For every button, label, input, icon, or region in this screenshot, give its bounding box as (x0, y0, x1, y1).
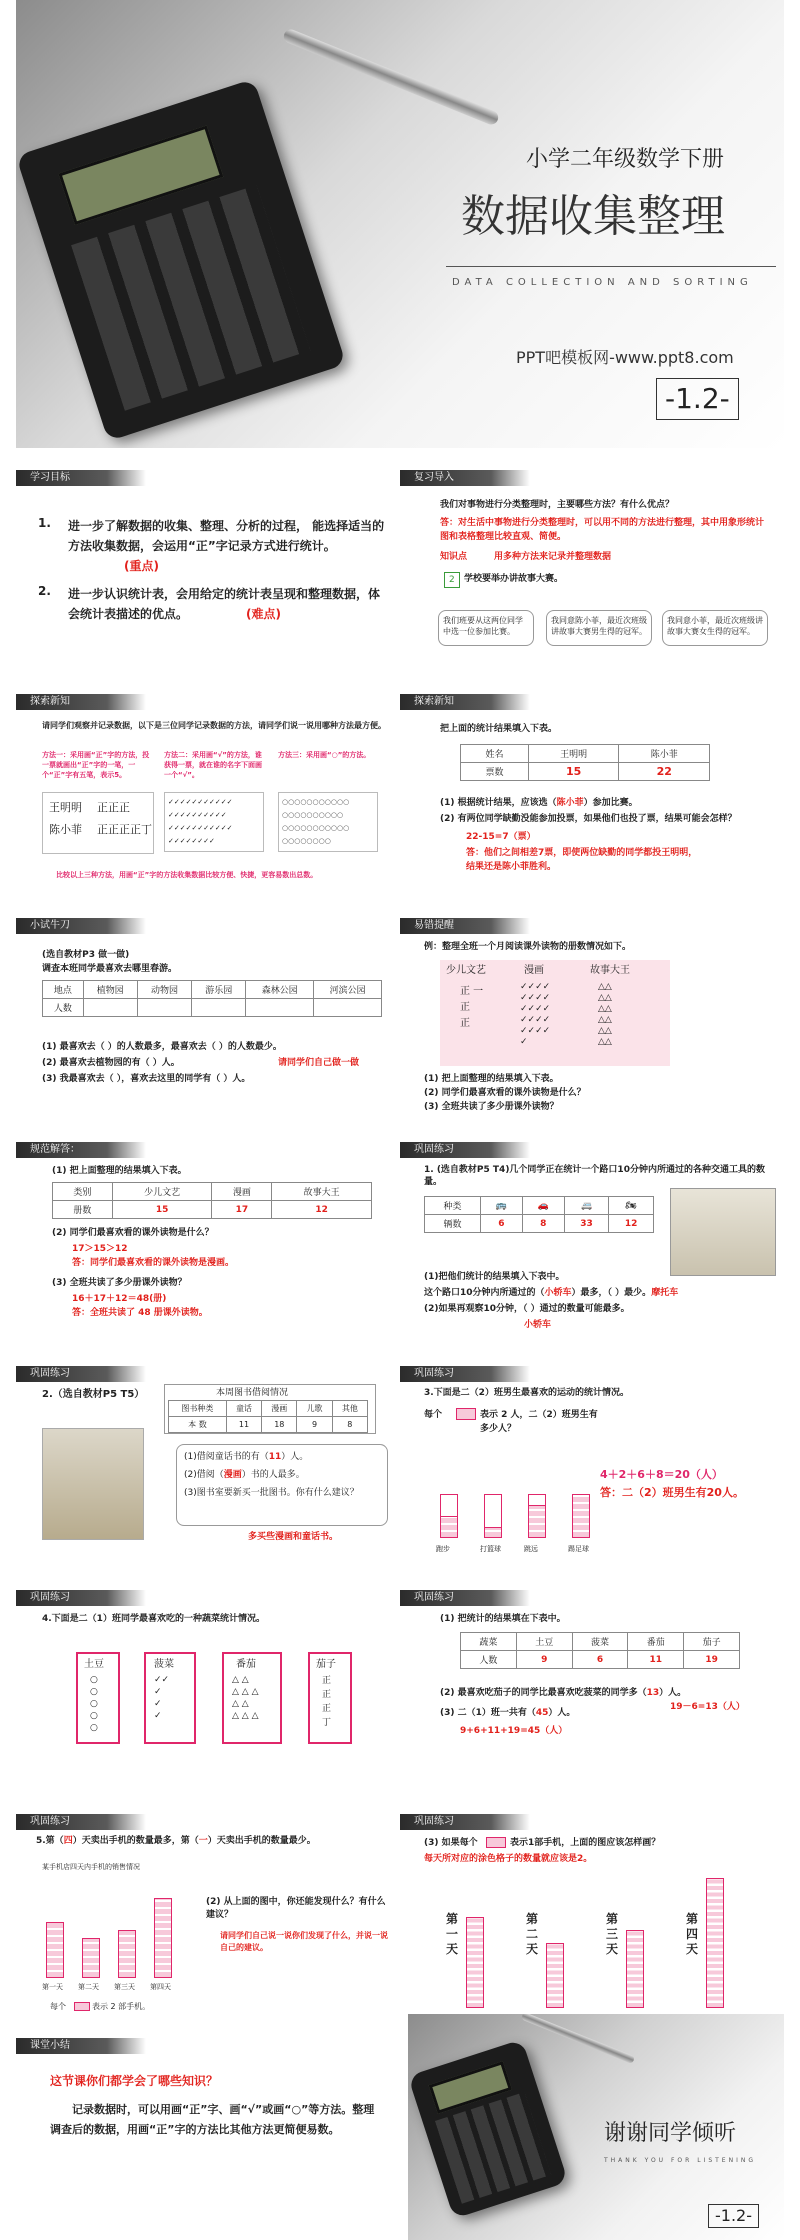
veg-q3-calc: 9+6+11+19=45（人） (460, 1726, 568, 1736)
section-header: 巩固练习 (16, 1366, 146, 1382)
redraw-label-3: 第四天 (686, 1912, 699, 1956)
val-song: 9 (297, 1417, 332, 1433)
phone-bar-3 (154, 1898, 172, 1978)
row-books: 册数 (53, 1201, 113, 1219)
val-potato: 9 (516, 1651, 572, 1669)
practice-q2: (2) 最喜欢去植物园的有（ ）人。 (42, 1058, 180, 1068)
val-fairy: 11 (226, 1417, 261, 1433)
redraw-bar-1 (546, 1943, 564, 2008)
goal-2: 进一步认识统计表，会用给定的统计表呈现和整理数据，体会统计表描述的优点。 (68, 587, 381, 621)
phone-bar-1 (82, 1938, 100, 1978)
col-amusement: 游乐园 (192, 981, 246, 999)
library-q1 (184, 1450, 308, 1464)
phones-title (36, 1834, 316, 1848)
traffic-title: 1. (选自教材P5 T4)几个同学正在统计一个路口10分钟内所通过的各种交通工具的数量。 (424, 1165, 765, 1187)
solution-q1: (1) 把上面整理的结果填入下表。 (52, 1166, 187, 1176)
pen-image (282, 27, 500, 126)
lib-q2-tail: ）书的人最多。 (241, 1470, 305, 1480)
phone-bar-2 (118, 1930, 136, 1978)
row-count: 辆数 (425, 1215, 481, 1233)
sports-bar-fill-2 (528, 1505, 546, 1538)
sports-label-1: 打篮球 (480, 1545, 501, 1553)
goal-2-tag: (难点) (246, 607, 281, 621)
practice-q1: (1) 最喜欢去（ ）的人数最多，最喜欢去（ ）的人数最少。 (42, 1042, 282, 1052)
phone-bars (36, 1870, 196, 1990)
val-literature: 15 (112, 1201, 212, 1219)
tally-1: 正正正 (97, 801, 130, 814)
pt2-answer: 一 (198, 1836, 208, 1846)
slide-explore-2 (400, 686, 784, 902)
sports-formula: 4＋2＋6＋8＝20（人） (600, 1468, 723, 1481)
th-candidate-1: 王明明 (528, 745, 619, 763)
end-slide (408, 2014, 784, 2240)
section-header: 巩固练习 (400, 1366, 530, 1382)
section-header: 巩固练习 (400, 1590, 530, 1606)
section-header: 巩固练习 (400, 1814, 530, 1830)
veg-q2-answer: 13 (646, 1688, 660, 1698)
cover-english: DATA COLLECTION AND SORTING (452, 277, 753, 288)
pen-image (521, 2014, 635, 2064)
sports-bar-fill-0 (440, 1516, 458, 1538)
summary-text: 记录数据时，可以用画“正”字、画“√”或画“○”等方法。整理调查后的数据，用画“正”字的方法比其他方法更简便易数。 (50, 2103, 375, 2136)
goal-num-2: 2. (38, 584, 51, 598)
legend-square (456, 1408, 476, 1420)
potato-marks: ○ ○ ○ ○ ○ (90, 1675, 98, 1733)
cover-slide (16, 0, 784, 448)
section-header: 规范解答： (16, 1142, 146, 1158)
practice-q3: (3) 我最喜欢去（ ），喜欢去这里的同学有（ ）人。 (42, 1074, 251, 1084)
spring-trip-table (42, 980, 382, 1017)
phones-q2: (2) 从上面的图中，你还能发现什么？有什么建议？ (206, 1897, 386, 1920)
sports-bars (420, 1428, 620, 1558)
circle-card: ○○○○○○○○○○○ ○○○○○○○○○○ ○○○○○○○○○○○ ○○○○○○○○ (278, 792, 378, 852)
q2-text: (2) 有两位同学缺勤没能参加投票，如果他们也投了票，结果可能会怎样？ (440, 814, 737, 824)
row-books: 本 数 (169, 1417, 227, 1433)
q1-line (440, 796, 638, 810)
lib-q1-tail: ）人。 (281, 1452, 309, 1462)
phone-label-3: 第四天 (150, 1983, 171, 1991)
veg-q3 (440, 1706, 575, 1720)
count-moto: 12 (609, 1215, 654, 1233)
val-comics: 17 (212, 1201, 272, 1219)
col-botanical: 植物园 (83, 981, 137, 999)
veg-potato: 土豆 (84, 1659, 104, 1670)
summary-question: 这节课你们都学会了哪些知识？ (50, 2074, 219, 2088)
spinach-marks: ✓✓ ✓ ✓ ✓ (154, 1675, 170, 1721)
tally-2: 正正正正丁 (97, 823, 152, 836)
col-tomato: 番茄 (628, 1633, 684, 1651)
end-page-no: -1.2- (708, 2204, 759, 2228)
section-header: 探索新知 (400, 694, 530, 710)
slide-veg-table (400, 1582, 784, 1798)
cat-stories: 故事大王 (590, 965, 630, 976)
speech-bubble-3: 我同意小菲，最近次班级讲故事大赛女生得的冠军。 (662, 610, 768, 646)
explore2-intro: 把上面的统计结果填入下表。 (440, 724, 558, 734)
veg-tomato: 番茄 (236, 1659, 256, 1670)
slide-review (400, 462, 784, 678)
triangle-marks: △△ △△ △△ △△ △△ △△ (598, 982, 612, 1047)
method-3: 方法三：采用画“○”的方法。 (278, 751, 371, 759)
th-name: 姓名 (461, 745, 529, 763)
cat-comics: 漫画 (524, 965, 544, 976)
cover-title: 数据收集整理 (461, 191, 725, 242)
cover-page-no: -1.2- (656, 378, 739, 420)
library-title: 2.（选自教材P5 T5） (42, 1389, 145, 1400)
redraw-label-0: 第一天 (446, 1912, 459, 1956)
solution-a2: 答：同学们最喜欢看的课外读物是漫画。 (72, 1258, 235, 1268)
count-car: 8 (522, 1215, 564, 1233)
row-label: 票数 (461, 763, 529, 781)
q1-tail: ）参加比赛。 (583, 798, 638, 808)
lib-q1-text: (1)借阅童话书的有（ (184, 1452, 269, 1462)
goal-num-1: 1. (38, 516, 51, 530)
redraw-label-1: 第二天 (526, 1912, 539, 1956)
tomato-marks: △ △ △ △ △ △ △ △ △ △ (232, 1675, 259, 1721)
col-song: 儿歌 (297, 1401, 332, 1417)
redraw-bar-3 (706, 1878, 724, 2008)
col-other: 其他 (332, 1401, 367, 1417)
col-type: 图书种类 (169, 1401, 227, 1417)
review-question: 我们对事物进行分类整理时，主要哪些方法？有什么优点？ (440, 500, 675, 510)
veg-q3-text: (3) 二（1）班一共有（ (440, 1708, 536, 1718)
explore-note: 比较以上三种方法，用画“正”字的方法收集数据比较方便、快捷，更容易数出总数。 (56, 871, 318, 879)
val-eggplant: 19 (684, 1651, 740, 1669)
pt3: ）天卖出手机的数量最少。 (207, 1836, 316, 1846)
section-header: 巩固练习 (16, 1814, 146, 1830)
val-comic: 18 (262, 1417, 297, 1433)
row-people: 人数 (461, 1651, 517, 1669)
col-comics: 漫画 (212, 1183, 272, 1201)
veg-card-tomato (222, 1652, 282, 1744)
explore-intro: 请同学们观察并记录数据，以下是三位同学记录数据的方法，请同学们说一说用哪种方法最方便。 (42, 721, 386, 730)
col-fairy: 童话 (226, 1401, 261, 1417)
veg-q1: (1) 把统计的结果填在下表中。 (440, 1614, 566, 1624)
pt1: 5.第（ (36, 1836, 64, 1846)
count-bus: 6 (480, 1215, 522, 1233)
veg-q2-text: (2) 最喜欢吃茄子的同学比最喜欢吃菠菜的同学多（ (440, 1688, 647, 1698)
practice-intro: 调查本班同学最喜欢去哪里春游。 (42, 964, 178, 974)
knowledge-label: 知识点 (440, 552, 468, 562)
slide-practice (16, 910, 400, 1126)
col-eggplant: 茄子 (684, 1633, 740, 1651)
th-candidate-2: 陈小菲 (619, 745, 710, 763)
street-illustration (670, 1188, 776, 1276)
traffic-q2-answer: 小轿车 (524, 1320, 552, 1330)
review-answer: 答：对生活中事物进行分类整理时，可以用不同的方法进行整理，其中用象形统计图和表格整理比较直观、简便。 (440, 518, 765, 542)
col-place: 地点 (43, 981, 84, 999)
veg-card-potato (76, 1652, 120, 1744)
phone-label-2: 第三天 (114, 1983, 135, 1991)
slide-phones (16, 1806, 400, 2022)
library-q3: (3)图书室要新买一批图书。你有什么建议？ (184, 1488, 359, 1498)
veg-q3-answer: 45 (535, 1708, 549, 1718)
redraw-bar-0 (466, 1917, 484, 2008)
row-count: 人数 (43, 999, 84, 1017)
solution-a3: 答：全班共读了 48 册课外读物。 (72, 1308, 208, 1318)
library-q2 (184, 1468, 305, 1482)
sports-label-2: 跳远 (524, 1545, 538, 1553)
lib-q2-text: (2)借阅（ (184, 1470, 224, 1480)
answer-line-2: 结果还是陈小菲胜利。 (466, 862, 557, 872)
traffic-table (424, 1196, 654, 1233)
slide-explore-1 (16, 686, 400, 902)
q1-text: (1) 根据统计结果，应该选（ (440, 798, 557, 808)
q1e-answer: 摩托车 (651, 1288, 679, 1298)
car-icon: 🚗 (522, 1197, 564, 1215)
phones-legend-prefix: 每个 (50, 2002, 66, 2011)
slide-vegetables (16, 1582, 400, 1798)
col-forest: 森林公园 (246, 981, 314, 999)
section-header: 巩固练习 (400, 1142, 530, 1158)
library-table (168, 1400, 368, 1433)
speech-bubble-2: 我同意陈小菲，最近次班级讲故事大赛男生得的冠军。 (546, 610, 652, 646)
library-answer: 多买些漫画和童话书。 (248, 1532, 339, 1542)
section-header: 学习目标 (16, 470, 146, 486)
col-category: 类别 (53, 1183, 113, 1201)
slide-learning-goals (16, 462, 400, 678)
end-english: THANK YOU FOR LISTENING (604, 2157, 756, 2164)
sports-label-0: 跑步 (436, 1545, 450, 1553)
event-text: 学校要举办讲故事大赛。 (464, 574, 564, 584)
legend-text: 表示 2 人，二（2）班男生有多少人？ (480, 1410, 598, 1434)
phone-label-1: 第二天 (78, 1983, 99, 1991)
veg-table (460, 1632, 740, 1669)
sports-title: 3.下面是二（2）班男生最喜欢的运动的统计情况。 (424, 1388, 629, 1398)
mistake-q2: (2) 同学们最喜欢看的课外读物是什么？ (424, 1088, 586, 1098)
solution-q2: (2) 同学们最喜欢看的课外读物是什么？ (52, 1228, 214, 1238)
cover-site: PPT吧模板网-www.ppt8.com (516, 348, 734, 367)
section-header: 小试牛刀 (16, 918, 146, 934)
vote-1: 15 (528, 763, 619, 781)
phones-legend-square (74, 2002, 90, 2011)
redraw-bars (440, 1868, 770, 2018)
veg-q3-tail: ）人。 (548, 1708, 576, 1718)
veg-q2-tail: ）人。 (659, 1688, 687, 1698)
name-2: 陈小菲 (49, 823, 82, 836)
goal-1: 进一步了解数据的收集、整理、分析的过程， 能选择适当的方法收集数据，会运用“正”字记录方式进行统计。 (68, 519, 385, 553)
slide-mistakes (400, 910, 784, 1126)
col-zoo: 动物园 (137, 981, 191, 999)
legend-prefix: 每个 (424, 1410, 443, 1420)
slide-summary (16, 2030, 400, 2240)
count-van: 33 (564, 1215, 609, 1233)
vote-2: 22 (619, 763, 710, 781)
lib-q1-answer: 11 (268, 1452, 282, 1462)
sports-bar-fill-1 (484, 1527, 502, 1538)
col-river: 河滨公园 (314, 981, 382, 999)
val-tomato: 11 (628, 1651, 684, 1669)
practice-tip: 请同学们自己做一做 (278, 1058, 360, 1068)
cover-divider (446, 266, 776, 267)
eggplant-marks: 正 正 正 丁 (322, 1676, 332, 1728)
col-literature: 少儿文艺 (112, 1183, 212, 1201)
goal-1-tag: (重点) (124, 559, 159, 573)
col-spinach: 菠菜 (572, 1633, 628, 1651)
redraw-answer: 每天所对应的涂色格子的数量就应该是2。 (424, 1854, 593, 1864)
phone-bar-0 (46, 1922, 64, 1978)
vote-table (460, 744, 710, 781)
motorcycle-icon: 🏍 (609, 1197, 654, 1215)
section-header: 探索新知 (16, 694, 146, 710)
calculator-image (16, 79, 346, 442)
knowledge-text: 用多种方法来记录并整理数据 (494, 552, 612, 562)
library-table-title: 本周图书借阅情况 (216, 1388, 289, 1398)
col-veg: 蔬菜 (461, 1633, 517, 1651)
method-1: 方法一：采用画“正”字的方法，投一票就画出“正”字的一笔，一个“正”字有五笔，表示5。 (42, 751, 150, 779)
traffic-q1: (1)把他们统计的结果填入下表中。 (424, 1272, 565, 1282)
phone-label-0: 第一天 (42, 1983, 63, 1991)
solution-a3-calc: 16＋17＋12＝48(册) (72, 1294, 167, 1304)
q1b-text: 这个路口10分钟内所通过的（ (424, 1288, 545, 1298)
q1d-text: ）最多，（ ）最少。 (571, 1288, 652, 1298)
redraw-q3: (3) 如果每个 (424, 1838, 478, 1848)
phones-answer: 请同学们自己说一说你们发现了什么，并说一说自己的建议。 (220, 1931, 388, 1952)
end-title: 谢谢同学倾听 (604, 2121, 737, 2146)
section-header: 易错提醒 (400, 918, 530, 934)
veg-title: 4.下面是二（1）班同学最喜欢吃的一种蔬菜统计情况。 (42, 1614, 265, 1624)
veg-q2 (440, 1686, 686, 1700)
slide-traffic (400, 1134, 784, 1350)
speech-bubble-1: 我们班要从这两位同学中选一位参加比赛。 (438, 610, 534, 646)
col-stories: 故事大王 (272, 1183, 372, 1201)
slide-sports (400, 1358, 784, 1574)
veg-eggplant: 茄子 (316, 1659, 336, 1670)
calculator-image (408, 2039, 568, 2219)
item-number: 2 (444, 572, 460, 588)
van-icon: 🚐 (564, 1197, 609, 1215)
col-comic: 漫画 (262, 1401, 297, 1417)
mistake-q1: (1) 把上面整理的结果填入下表。 (424, 1074, 559, 1084)
calc-text: 22-15=7（票） (466, 832, 536, 842)
traffic-q2: (2)如果再观察10分钟，（ ）通过的数量可能最多。 (424, 1304, 630, 1314)
tally-card-1 (42, 792, 154, 854)
redraw-q3-tail: 表示1部手机，上面的图应该怎样画？ (510, 1838, 661, 1848)
redraw-bar-2 (626, 1930, 644, 2008)
row-type: 种类 (425, 1197, 481, 1215)
section-header: 巩固练习 (16, 1590, 146, 1606)
redraw-legend-square (486, 1837, 506, 1848)
sports-answer: 答：二（2）班男生有20人。 (600, 1486, 744, 1499)
mistake-q3: (3) 全班共读了多少册课外读物？ (424, 1102, 559, 1112)
tally-marks: 正 一 正 正 (460, 986, 484, 1029)
cover-subtitle: 小学二年级数学下册 (526, 147, 725, 172)
phones-legend-text: 表示 2 部手机。 (92, 2002, 151, 2011)
redraw-label-2: 第三天 (606, 1912, 619, 1956)
traffic-q1-line (424, 1286, 678, 1300)
cat-literature: 少儿文艺 (446, 965, 486, 976)
phones-chart-title: 某手机店四天内手机的销售情况 (42, 1863, 140, 1871)
method-2: 方法二：采用画“√”的方法，谁获得一票，就在谁的名字下面画一个“√”。 (164, 751, 262, 779)
veg-card-eggplant (308, 1652, 352, 1744)
section-header: 复习导入 (400, 470, 530, 486)
slide-solution (16, 1134, 400, 1350)
solution-a2-calc: 17＞15＞12 (72, 1244, 128, 1254)
solution-q3: (3) 全班共读了多少册课外读物？ (52, 1278, 187, 1288)
val-stories: 12 (272, 1201, 372, 1219)
name-1: 王明明 (49, 801, 82, 814)
col-potato: 土豆 (516, 1633, 572, 1651)
slide-phones-redraw (400, 1806, 784, 2022)
val-other: 8 (332, 1417, 367, 1433)
library-illustration (42, 1428, 144, 1540)
pt1-answer: 四 (63, 1836, 73, 1846)
section-header: 课堂小结 (16, 2038, 146, 2054)
sports-bar-fill-3 (572, 1494, 590, 1538)
slide-library (16, 1358, 400, 1574)
answer-line-1: 答：他们之间相差7票，即使两位缺勤的同学都投王明明， (466, 848, 698, 858)
veg-spinach: 菠菜 (154, 1659, 174, 1670)
q1-answer: 陈小菲 (556, 798, 584, 808)
bus-icon: 🚌 (480, 1197, 522, 1215)
veg-q2-calc: 19－6=13（人） (670, 1702, 745, 1712)
reading-table (52, 1182, 372, 1219)
veg-card-spinach (144, 1652, 196, 1744)
lib-q2-answer: 漫画 (223, 1470, 242, 1480)
sports-label-3: 踢足球 (568, 1545, 589, 1553)
practice-source: (选自教材P3 做一做) (42, 950, 130, 960)
example-text: 例：整理全班一个月阅读课外读物的册数情况如下。 (424, 942, 632, 952)
val-spinach: 6 (572, 1651, 628, 1669)
check-card: ✓✓✓✓✓✓✓✓✓✓✓ ✓✓✓✓✓✓✓✓✓✓ ✓✓✓✓✓✓✓✓✓✓✓ ✓✓✓✓✓✓✓✓ (164, 792, 264, 852)
q1c-answer: 小轿车 (544, 1288, 572, 1298)
check-marks: ✓✓✓✓ ✓✓✓✓ ✓✓✓✓ ✓✓✓✓ ✓✓✓✓ ✓ (520, 982, 551, 1047)
pt2: ）天卖出手机的数量最多，第（ (72, 1836, 199, 1846)
